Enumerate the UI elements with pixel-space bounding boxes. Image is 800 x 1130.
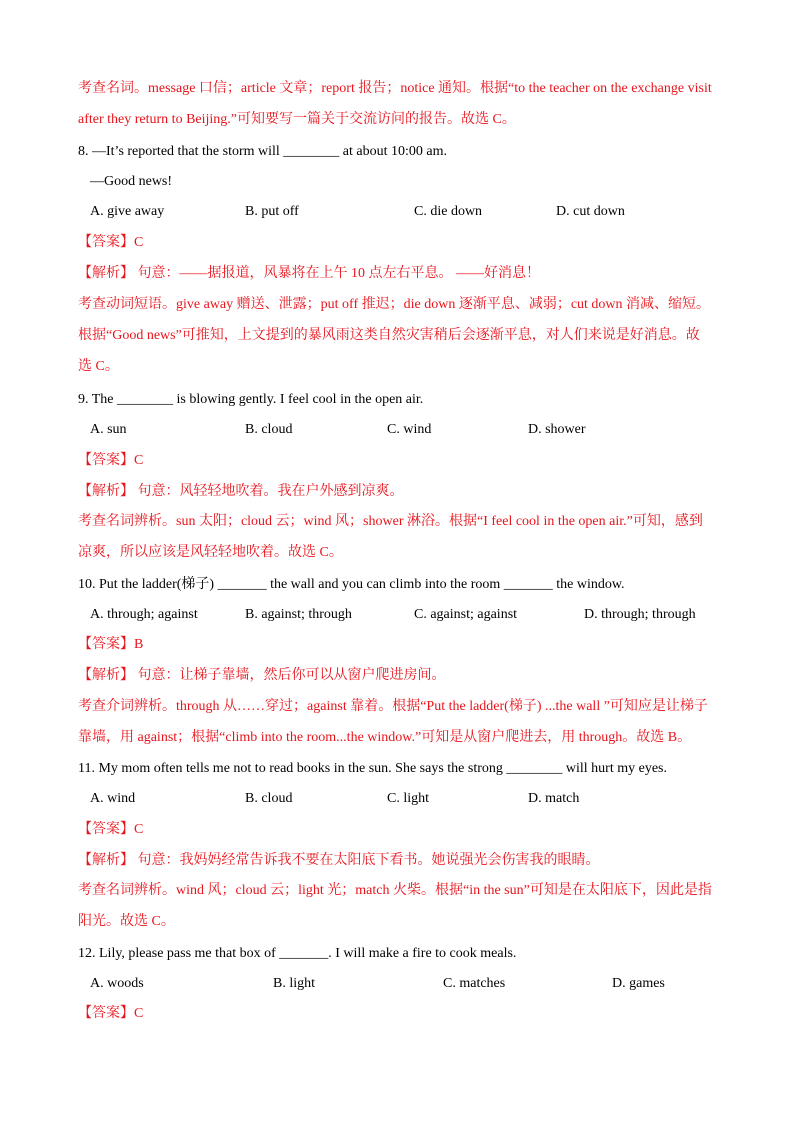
option-b: B. put off <box>245 204 299 219</box>
explanation-line: after they return to Beijing.”可知要写一篇关于交流访问的报告。故选 C。 <box>78 112 516 127</box>
explanation-line: 考查动词短语。give away 赠送、泄露；put off 推迟；die down 逐渐平息、减弱；cut down 消减、缩短。 <box>78 297 711 312</box>
question-11-stem: 11. My mom often tells me not to read books in the sun. She says the strong ________ will hurt my eyes. <box>78 761 667 776</box>
explanation-line: 考查名词。message 口信；article 文章；report 报告；notice 通知。根据“to the teacher on the exchange visit <box>78 81 712 96</box>
explanation-line: 考查名词辨析。sun 太阳；cloud 云；wind 风；shower 淋浴。根据“I feel cool in the open air.”可知，感到 <box>78 514 703 529</box>
answer-label: 【答案】C <box>78 235 144 250</box>
explanation-line: 根据“Good news”可推知，上文提到的暴风雨这类自然灾害稍后会逐渐平息，对人们来说是好消息。故 <box>78 328 700 343</box>
explanation-line: 选 C。 <box>78 359 119 374</box>
option-d: D. shower <box>528 422 586 437</box>
option-a: A. through; against <box>90 607 198 622</box>
analysis-line: 【解析】 句意：让梯子靠墙，然后你可以从窗户爬进房间。 <box>78 668 446 683</box>
option-a: A. sun <box>90 422 127 437</box>
option-a: A. wind <box>90 791 136 806</box>
explanation-line: 考查介词辨析。through 从……穿过；against 靠着。根据“Put the ladder(梯子) ...the wall ”可知应是让梯子 <box>78 699 708 714</box>
explanation-line: 阳光。故选 C。 <box>78 914 175 929</box>
explanation-line: 考查名词辨析。wind 风；cloud 云；light 光；match 火柴。根据“in the sun”可知是在太阳底下，因此是指 <box>78 883 712 898</box>
option-b: B. cloud <box>245 791 293 806</box>
option-d: D. games <box>612 976 665 991</box>
option-a: A. woods <box>90 976 144 991</box>
option-b: B. cloud <box>245 422 293 437</box>
question-8-reply: —Good news! <box>90 174 173 189</box>
question-8-stem: 8. —It’s reported that the storm will ________ at about 10:00 am. <box>78 144 447 159</box>
option-b: B. light <box>273 976 316 991</box>
option-a: A. give away <box>90 204 165 219</box>
explanation-line: 凉爽，所以应该是风轻轻地吹着。故选 C。 <box>78 545 343 560</box>
option-d: D. match <box>528 791 580 806</box>
option-c: C. die down <box>414 204 483 219</box>
question-12-stem: 12. Lily, please pass me that box of _______. I will make a fire to cook meals. <box>78 946 517 961</box>
analysis-line: 【解析】 句意：风轻轻地吹着。我在户外感到凉爽。 <box>78 484 404 499</box>
option-d: D. cut down <box>556 204 625 219</box>
option-b: B. against; through <box>245 607 352 622</box>
option-c: C. against; against <box>414 607 518 622</box>
explanation-line: 靠墙，用 against；根据“climb into the room...the window.”可知是从窗户爬进去，用 through。故选 B。 <box>78 730 692 745</box>
option-d: D. through; through <box>584 607 696 622</box>
option-c: C. light <box>387 791 430 806</box>
answer-label: 【答案】C <box>78 822 144 837</box>
option-c: C. matches <box>443 976 506 991</box>
analysis-line: 【解析】 句意：——据报道，风暴将在上午 10 点左右平息。 ——好消息！ <box>78 266 540 281</box>
answer-label: 【答案】C <box>78 1006 144 1021</box>
question-9-stem: 9. The ________ is blowing gently. I feel cool in the open air. <box>78 392 424 407</box>
answer-label: 【答案】B <box>78 637 144 652</box>
analysis-line: 【解析】 句意：我妈妈经常告诉我不要在太阳底下看书。她说强光会伤害我的眼睛。 <box>78 853 600 868</box>
answer-label: 【答案】C <box>78 453 144 468</box>
question-10-stem: 10. Put the ladder(梯子) _______ the wall and you can climb into the room _______ the window. <box>78 577 625 592</box>
option-c: C. wind <box>387 422 432 437</box>
